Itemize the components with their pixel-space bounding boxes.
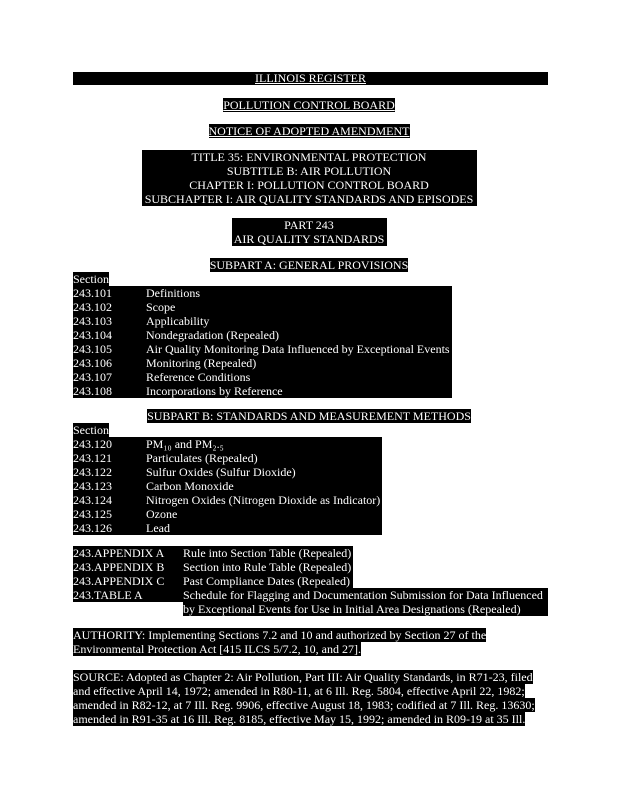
appendix-item (73, 546, 548, 560)
appendix-title: Past Compliance Dates (Repealed) (183, 574, 353, 588)
section-number: 243.107 (73, 370, 146, 384)
section-title: Nitrogen Oxides (Nitrogen Dioxide as Indicator) (146, 493, 381, 507)
section-title: Ozone (146, 507, 382, 521)
notice-title: NOTICE OF ADOPTED AMENDMENT (208, 124, 410, 138)
list-item (73, 465, 383, 479)
part-name: AIR QUALITY STANDARDS (233, 232, 385, 246)
list-item (73, 370, 453, 384)
section-title: Lead (146, 521, 382, 535)
subpart-b-toc (73, 423, 383, 535)
appendix-number: 243.APPENDIX B (73, 560, 183, 574)
authority-note (73, 628, 486, 656)
appendix-title: Section into Rule Table (Repealed) (183, 560, 352, 574)
section-title: Carbon Monoxide (146, 479, 382, 493)
source-line-1: SOURCE: Adopted as Chapter 2: Air Pollution, Part III: Air Quality Standards, in R71-23, filed (73, 670, 533, 684)
subpart-a-heading: SUBPART A: GENERAL PROVISIONS (209, 258, 409, 272)
section-title: Incorporations by Reference (146, 384, 452, 398)
section-title: Nondegradation (Repealed) (146, 328, 452, 342)
chapter-line: CHAPTER I: POLLUTION CONTROL BOARD (189, 178, 429, 192)
subchapter-line: SUBCHAPTER I: AIR QUALITY STANDARDS AND EPISODES (144, 192, 474, 206)
part-block-box (232, 218, 387, 246)
section-number: 243.101 (73, 286, 146, 300)
subpart-a-toc (73, 272, 453, 398)
subtitle-line: SUBTITLE B: AIR POLLUTION (226, 164, 392, 178)
section-number: 243.106 (73, 356, 146, 370)
list-item (73, 328, 453, 342)
register-title: ILLINOIS REGISTER (255, 71, 366, 85)
section-title: Definitions (146, 286, 452, 300)
section-number: 243.121 (73, 451, 146, 465)
appendix-title: Schedule for Flagging and Documentation Submission for Data Influenced (183, 588, 548, 602)
appendix-number: 243.APPENDIX C (73, 574, 183, 588)
list-item (73, 507, 383, 521)
section-number: 243.102 (73, 300, 146, 314)
source-note (73, 670, 535, 726)
appendix-number: 243.TABLE A (73, 588, 183, 602)
notice-line (0, 124, 618, 138)
subpart-b-heading-line (0, 409, 618, 423)
appendix-list (73, 546, 548, 616)
authority-line-1: AUTHORITY: Implementing Sections 7.2 and 10 and authorized by Section 27 of the (73, 628, 487, 642)
section-number: 243.108 (73, 384, 146, 398)
title-line: TITLE 35: ENVIRONMENTAL PROTECTION (191, 150, 427, 164)
list-item (73, 521, 383, 535)
subpart-a-heading-line (0, 258, 618, 272)
title-block-box (142, 150, 477, 206)
appendix-title-continued: by Exceptional Events for Use in Initial Area Designations (Repealed) (183, 602, 548, 616)
source-line-2: and effective April 14, 1972; amended in R80-11, at 6 Ill. Reg. 5804, effective April 22, 1982; (73, 684, 525, 698)
appendix-title: Rule into Section Table (Repealed) (183, 546, 352, 560)
register-header-bar (73, 72, 548, 85)
section-title: Particulates (Repealed) (146, 451, 382, 465)
section-number: 243.125 (73, 507, 146, 521)
appendix-item (73, 588, 548, 602)
list-item (73, 493, 383, 507)
section-number: 243.120 (73, 437, 146, 451)
authority-line-2: Environmental Protection Act [415 ILCS 5/7.2, 10, and 27]. (73, 642, 361, 656)
section-title: Air Quality Monitoring Data Influenced by Exceptional Events (146, 342, 452, 356)
part-block (0, 218, 618, 246)
appendix-item (73, 574, 548, 588)
list-item (73, 300, 453, 314)
section-number: 243.124 (73, 493, 146, 507)
section-title: Reference Conditions (146, 370, 452, 384)
section-title: Applicability (146, 314, 452, 328)
list-item (73, 356, 453, 370)
section-number: 243.123 (73, 479, 146, 493)
section-title: Scope (146, 300, 452, 314)
list-item (73, 314, 453, 328)
appendix-item (73, 560, 548, 574)
section-number: 243.105 (73, 342, 146, 356)
title-block (0, 150, 618, 206)
section-label: Section (73, 272, 109, 286)
section-title: Sulfur Oxides (Sulfur Dioxide) (146, 465, 382, 479)
section-number: 243.122 (73, 465, 146, 479)
section-title: PM₁₀ and PM₂.₅ (146, 437, 382, 451)
list-item (73, 437, 383, 451)
section-label: Section (73, 423, 109, 437)
appendix-item-continued (73, 602, 548, 616)
source-line-4: amended in R91-35 at 16 Ill. Reg. 8185, effective May 15, 1992; amended in R09-19 at 35 Ill. (73, 712, 526, 726)
appendix-number: 243.APPENDIX A (73, 546, 183, 560)
section-title: Monitoring (Repealed) (146, 356, 452, 370)
list-item (73, 451, 383, 465)
section-label-row (73, 423, 383, 437)
board-line (0, 98, 618, 112)
list-item (73, 286, 453, 300)
subpart-b-heading: SUBPART B: STANDARDS AND MEASUREMENT METHODS (147, 409, 471, 423)
source-line-3: amended in R82-12, at 7 Ill. Reg. 9906, effective August 18, 1983; codified at 7 Ill. Reg. 13630; (73, 698, 535, 712)
list-item (73, 342, 453, 356)
section-number: 243.126 (73, 521, 146, 535)
list-item (73, 479, 383, 493)
board-name: POLLUTION CONTROL BOARD (223, 98, 395, 112)
list-item (73, 384, 453, 398)
section-label-row (73, 272, 453, 286)
part-number: PART 243 (284, 218, 334, 232)
section-number: 243.103 (73, 314, 146, 328)
section-number: 243.104 (73, 328, 146, 342)
